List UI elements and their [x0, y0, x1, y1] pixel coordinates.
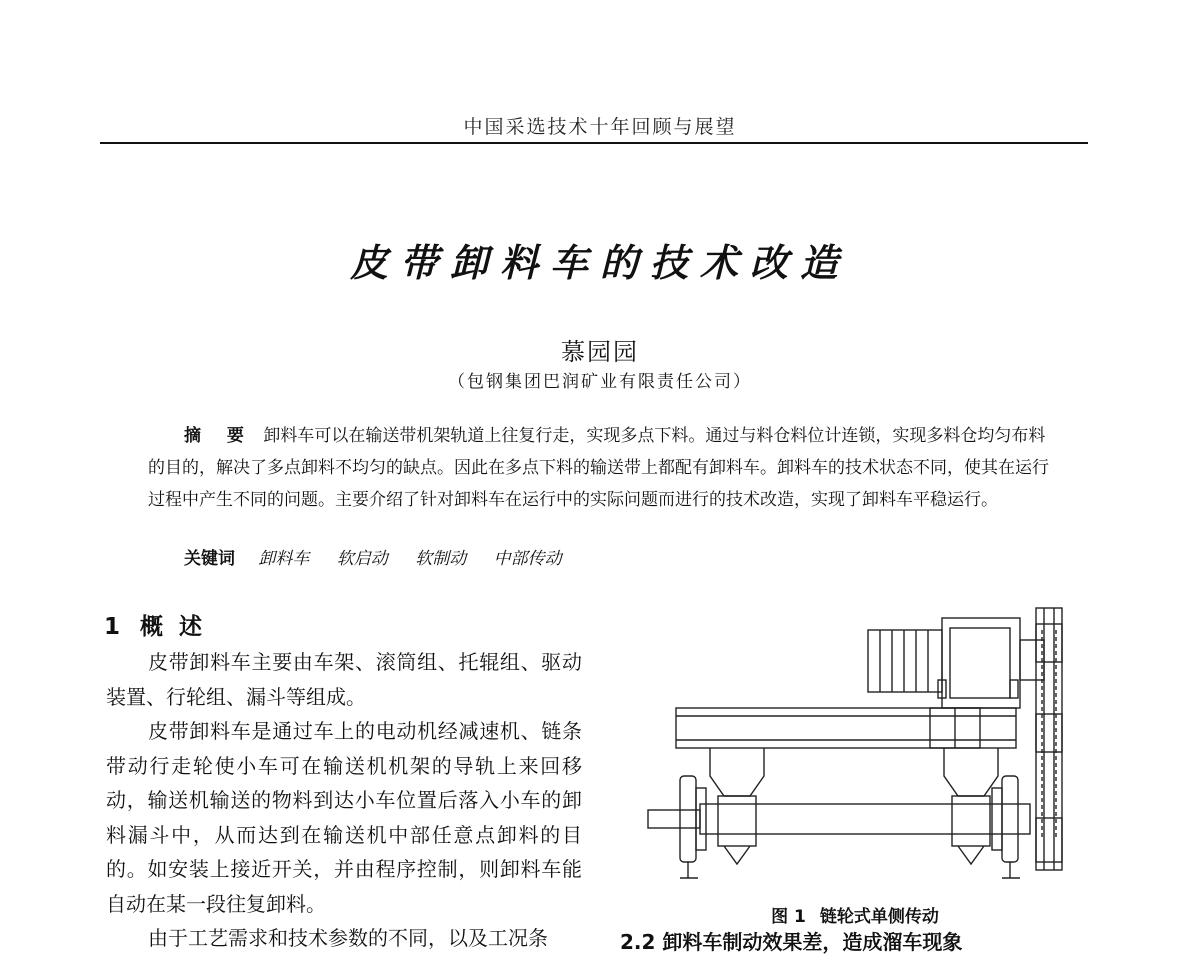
abstract-text: 卸料车可以在输送带机架轨道上往复行走，实现多点下料。通过与料仓料位计连锁，实现多料仓均匀布料的目的，解决了多点卸料不均匀的缺点。因此在多点下料的输送带上都配有卸料车。卸料车的技术状态不同，使其在运行过程中产生不同的问题。主要介绍了针对卸料车在运行中的实际问题而进行的技术改造，实现了卸料车平稳运行。 — [148, 426, 1049, 510]
reducer — [942, 618, 1020, 708]
figure-1-caption — [640, 902, 1070, 927]
section-title: 概 述 — [140, 614, 207, 640]
figure-1-drawing — [640, 600, 1070, 890]
abstract-label: 摘 要 — [184, 426, 254, 446]
author-name: 慕园园 — [561, 338, 639, 366]
subsection-heading-cut: 2.2 卸料车制动效果差，造成溜车现象 — [620, 930, 963, 954]
figure-number: 图 1 — [771, 907, 806, 927]
paragraph: 皮带卸料车是通过车上的电动机经减速机、链条带动行走轮使小车可在输送机机架的导轨上来回移动，输送机输送的物料到达小车位置后落入小车的卸料漏斗中，从而达到在输送机中部任意点卸料的目的。如安装上接近开关，并由程序控制，则卸料车能自动在某一段往复卸料。 — [106, 719, 582, 916]
figure-caption-text: 链轮式单侧传动 — [819, 907, 939, 927]
keyword: 软启动 — [336, 549, 388, 569]
keyword: 卸料车 — [258, 549, 310, 569]
paragraph: 皮带卸料车主要由车架、滚筒组、托辊组、驱动装置、行轮组、漏斗等组成。 — [106, 650, 582, 709]
section-heading — [104, 608, 206, 641]
axle — [700, 804, 1030, 834]
header-rule — [100, 142, 1088, 144]
frame-beam — [676, 708, 1016, 748]
keywords-label: 关键词 — [184, 549, 235, 569]
chain-guard — [1036, 608, 1062, 870]
wheel-left — [680, 776, 696, 862]
wheel-right — [1002, 776, 1018, 862]
keyword: 软制动 — [415, 549, 467, 569]
section-number: 1 — [104, 614, 125, 640]
motor — [868, 630, 942, 692]
article-title: 皮带卸料车的技术改造 — [349, 240, 850, 285]
running-head: 中国采选技术十年回顾与展望 — [463, 116, 737, 138]
author-affiliation: （包钢集团巴润矿业有限责任公司） — [448, 372, 752, 392]
abstract — [148, 420, 1052, 516]
body-column — [106, 645, 582, 956]
keyword: 中部传动 — [493, 549, 562, 569]
keywords — [184, 544, 584, 569]
paragraph: 由于工艺需求和技术参数的不同，以及工况条 — [148, 926, 548, 950]
